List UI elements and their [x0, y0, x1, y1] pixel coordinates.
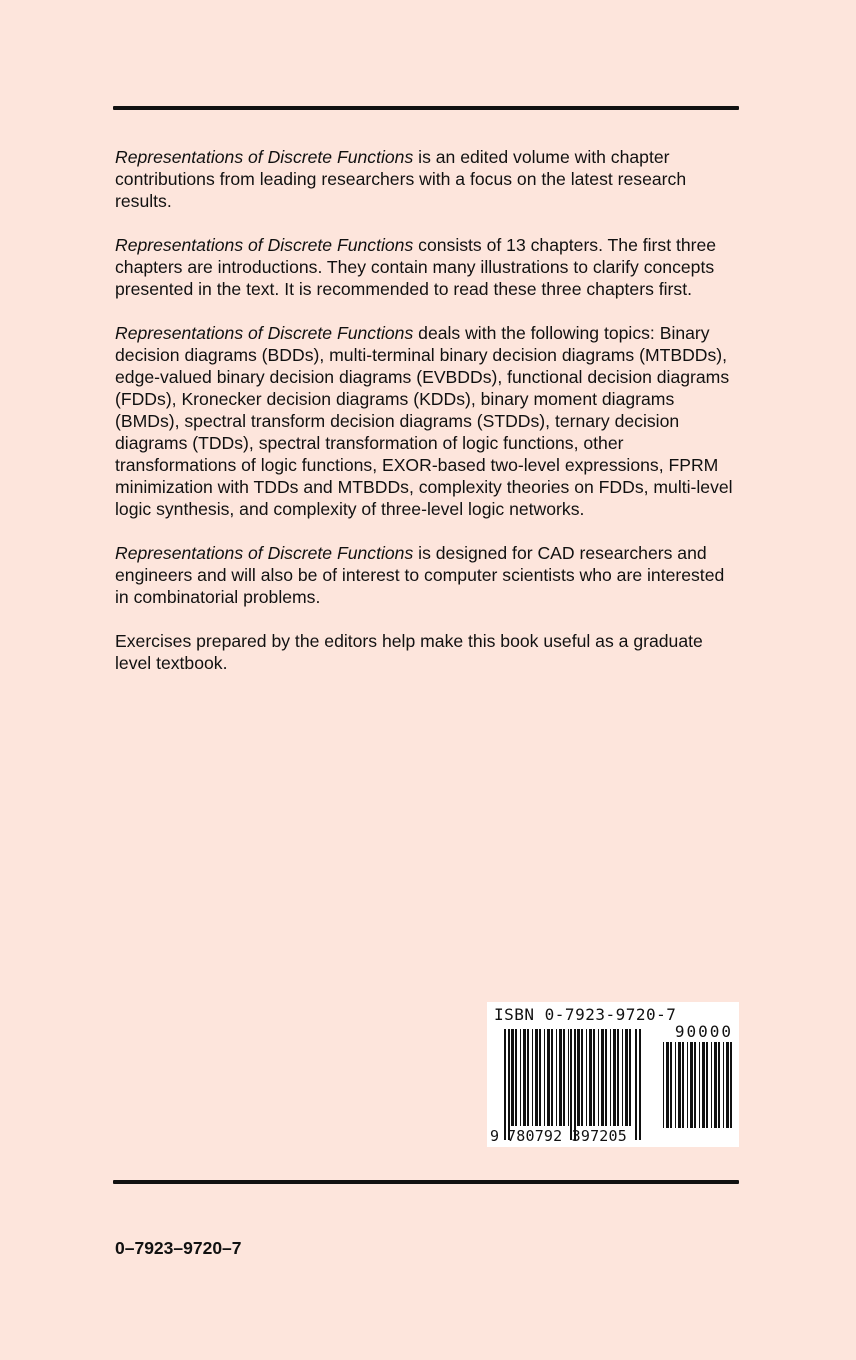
paragraph-2: Representations of Discrete Functions consists of 13 chapters. The first three chapters are introductions. They contain many illustrations to clarify concepts presented in the text. It is recommended to read these three chapters first. — [115, 235, 717, 299]
book-title-italic: Representations of Discrete Functions — [115, 543, 414, 563]
isbn-barcode — [487, 1002, 739, 1147]
book-title-italic: Representations of Discrete Functions — [115, 147, 414, 167]
paragraph-4: Representations of Discrete Functions is designed for CAD researchers and engineers and will also be of interest to computer scientists who are interested in combinatorial problems. — [115, 543, 725, 607]
barcode-addon-digits: 90000 — [674, 1022, 733, 1041]
bottom-rule — [113, 1180, 739, 1184]
paragraph-1: Representations of Discrete Functions is an edited volume with chapter contributions from leading researchers with a focus on the latest research results. — [115, 147, 687, 211]
barcode-isbn-label: ISBN 0-7923-9720-7 — [494, 1005, 677, 1024]
paragraph-5: Exercises prepared by the editors help make this book useful as a graduate level textbook. — [115, 631, 703, 673]
book-title-italic: Representations of Discrete Functions — [115, 323, 414, 343]
barcode-first-digit: 9 — [490, 1127, 500, 1145]
top-rule — [113, 106, 739, 110]
paragraph-3: Representations of Discrete Functions deals with the following topics: Binary decision diagrams (BDDs), multi-terminal binary decision diagrams (MTBDDs), edge-valued binary decision diagrams (EVBDDs), functional decision diagrams (FDDs), Kronecker decision diagrams (KDDs), binary moment diagrams (BMDs), spectral transform decision diagrams (STDDs), ternary decision diagrams (TDDs), spectral transformation of logic functions, other transformations of logic functions, EXOR-based two-level expressions, FPRM minimization with TDDs and MTBDDs, complexity theories on FDDs, multi-level logic synthesis, and complexity of three-level logic networks. — [115, 323, 733, 519]
barcode-bars — [487, 1002, 739, 1147]
isbn-footer: 0–7923–9720–7 — [115, 1238, 242, 1258]
book-title-italic: Representations of Discrete Functions — [115, 235, 414, 255]
back-cover-text — [115, 146, 739, 696]
barcode-ean-digits: 780792 397205 — [507, 1127, 627, 1145]
